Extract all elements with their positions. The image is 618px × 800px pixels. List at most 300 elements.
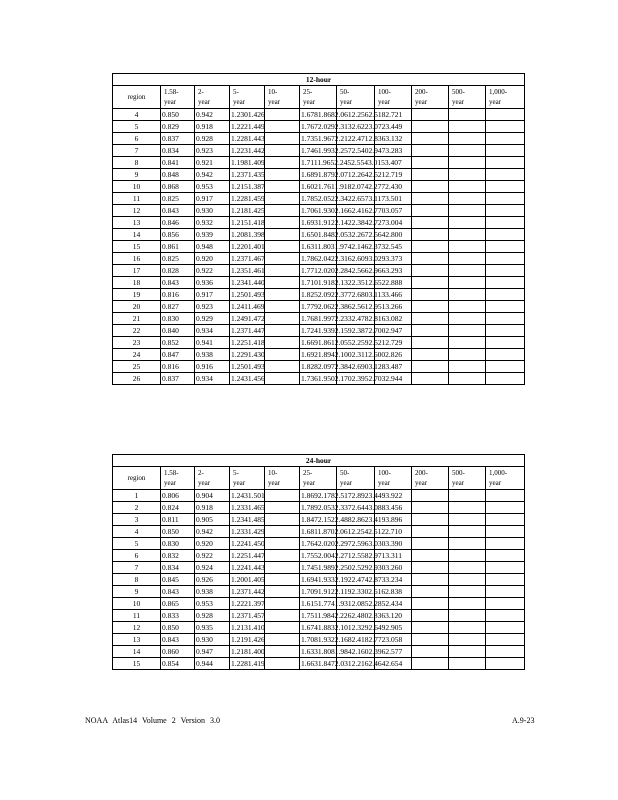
value-cell: 1.2371.447 <box>231 325 265 335</box>
value-cell: 0.947 <box>195 646 230 658</box>
value-cell <box>449 253 486 265</box>
value-cell <box>449 490 486 502</box>
value-cell <box>486 574 525 586</box>
table-row <box>113 217 525 229</box>
region-cell: 4 <box>113 109 161 121</box>
value-cell <box>412 121 449 133</box>
value-cell <box>265 241 300 253</box>
value-cell <box>412 133 449 145</box>
value-cell: 0.852 <box>161 337 195 349</box>
value-cell: 0.860 <box>161 646 195 658</box>
value-cell <box>265 658 300 670</box>
value-cell <box>449 193 486 205</box>
value-cell: 0.828 <box>161 265 195 277</box>
value-cell: 0.848 <box>161 169 195 181</box>
value-cell: 0.843 <box>161 277 195 289</box>
table-row <box>113 502 525 514</box>
value-cell: 1.7552.0042.2712.5582.9713.311 <box>301 550 402 560</box>
region-cell: 2 <box>113 502 161 514</box>
value-cell: 0.923 <box>195 301 230 313</box>
value-cell <box>265 169 300 181</box>
table-row <box>113 241 525 253</box>
region-cell: 8 <box>113 157 161 169</box>
value-cell <box>265 502 300 514</box>
value-cell <box>486 169 525 181</box>
value-cell <box>449 646 486 658</box>
value-cell <box>412 562 449 574</box>
value-cell <box>412 109 449 121</box>
region-cell: 22 <box>113 325 161 337</box>
value-cell: 1.7111.9652.2452.5543.0153.407 <box>301 157 402 167</box>
value-cell: 0.825 <box>161 253 195 265</box>
value-cell: 1.7101.9182.1322.3512.6522.888 <box>301 277 403 287</box>
value-cell <box>486 229 525 241</box>
value-cell: 1.7792.0622.3862.5612.9513.266 <box>301 301 403 311</box>
value-cell: 1.7091.9122.1192.3302.6162.838 <box>301 586 402 596</box>
value-cell: 1.2291.430 <box>231 349 265 359</box>
value-cell: 1.7712.0202.2842.5662.9663.293 <box>301 265 403 275</box>
value-cell: 0.865 <box>161 598 195 610</box>
table-row <box>113 145 525 157</box>
table-row <box>113 610 525 622</box>
value-cell <box>412 361 449 373</box>
value-cell <box>486 586 525 598</box>
value-cell <box>265 229 300 241</box>
value-cell <box>449 502 486 514</box>
header-region: region <box>113 467 161 490</box>
footer-page-number: A.9-23 <box>512 716 535 725</box>
value-cell: 1.7351.9672.2122.4712.8363.132 <box>301 133 403 143</box>
value-cell: 0.837 <box>161 133 195 145</box>
column-header: 5- year <box>230 467 265 490</box>
region-cell: 12 <box>113 205 161 217</box>
value-cell: 0.918 <box>195 121 230 133</box>
value-cell: 1.7511.9842.2262.4802.8363.120 <box>301 610 402 620</box>
table-row <box>113 205 525 217</box>
value-cell: 0.834 <box>161 562 195 574</box>
value-cell: 0.811 <box>161 514 195 526</box>
value-cell <box>486 205 525 217</box>
value-cell <box>486 622 525 634</box>
value-cell <box>486 550 525 562</box>
value-cell: 0.953 <box>195 598 230 610</box>
value-cell: 0.926 <box>195 574 230 586</box>
table-row <box>113 586 525 598</box>
region-cell: 13 <box>113 217 161 229</box>
value-cell <box>449 133 486 145</box>
value-cell <box>449 658 486 670</box>
value-cell <box>412 325 449 337</box>
value-cell: 0.938 <box>195 586 230 598</box>
value-cell <box>412 205 449 217</box>
value-cell <box>449 145 486 157</box>
value-cell <box>449 301 486 313</box>
value-cell: 0.816 <box>161 361 195 373</box>
table-row <box>113 325 525 337</box>
value-cell <box>412 145 449 157</box>
value-cell: 1.2241.443 <box>231 562 265 572</box>
region-cell: 20 <box>113 301 161 313</box>
value-cell: 1.6891.8792.0712.2642.5212.719 <box>301 169 403 179</box>
value-cell <box>449 313 486 325</box>
column-header: 100- year <box>375 86 412 109</box>
value-cell <box>486 562 525 574</box>
value-cell: 1.2131.410 <box>231 622 265 632</box>
region-cell: 6 <box>113 550 161 562</box>
footer-source: NOAA Atlas14 Volume 2 Version 3.0 <box>85 716 221 725</box>
column-header: 1.58- year <box>161 86 195 109</box>
value-cell: 0.938 <box>195 349 230 361</box>
value-cell <box>449 277 486 289</box>
value-cell <box>265 157 300 169</box>
value-cell <box>486 217 525 229</box>
table-row <box>113 622 525 634</box>
value-cell <box>486 538 525 550</box>
value-cell <box>412 157 449 169</box>
table-title: 12-hour <box>113 74 525 86</box>
table-row <box>113 550 525 562</box>
value-cell: 1.7461.9932.2572.5402.9473.283 <box>301 145 403 155</box>
table-title: 24-hour <box>113 455 525 467</box>
value-cell <box>412 277 449 289</box>
value-cell: 1.6741.8832.1012.3292.6492.905 <box>301 622 403 632</box>
value-cell: 0.806 <box>161 490 195 502</box>
region-cell: 9 <box>113 586 161 598</box>
value-cell: 0.850 <box>161 622 195 634</box>
value-cell: 0.942 <box>195 526 230 538</box>
value-cell: 0.829 <box>161 121 195 133</box>
value-cell <box>265 622 300 634</box>
region-cell: 10 <box>113 598 161 610</box>
region-cell: 17 <box>113 265 161 277</box>
value-cell <box>486 610 525 622</box>
column-header: 100- year <box>375 467 412 490</box>
table-row <box>113 646 525 658</box>
value-cell <box>412 265 449 277</box>
value-cell <box>412 514 449 526</box>
value-cell: 1.6021.7611.9182.0742.2772.430 <box>301 181 402 191</box>
value-cell <box>449 514 486 526</box>
value-cell: 1.7081.9322.1682.4182.7723.058 <box>301 634 403 644</box>
value-cell <box>412 337 449 349</box>
table-row <box>113 253 525 265</box>
value-cell: 1.7862.0422.3162.6093.0293.373 <box>301 253 403 263</box>
value-cell: 1.2501.493 <box>231 289 265 299</box>
table-row <box>113 634 525 646</box>
column-header: 25- year <box>300 467 337 490</box>
value-cell <box>412 253 449 265</box>
header-row <box>113 86 525 109</box>
value-cell <box>486 646 525 658</box>
value-cell <box>449 121 486 133</box>
value-cell <box>486 265 525 277</box>
value-cell: 0.934 <box>195 373 230 385</box>
table-24-hour <box>112 454 525 670</box>
table-row <box>113 277 525 289</box>
value-cell: 1.2341.440 <box>231 277 265 287</box>
value-cell <box>412 169 449 181</box>
value-cell <box>486 658 525 670</box>
value-cell <box>412 490 449 502</box>
region-cell: 23 <box>113 337 161 349</box>
value-cell: 1.2301.426 <box>231 109 265 119</box>
value-cell <box>449 229 486 241</box>
table-row <box>113 157 525 169</box>
region-cell: 13 <box>113 634 161 646</box>
value-cell: 1.7852.0522.3422.6573.1173.501 <box>301 193 402 203</box>
value-cell <box>265 562 300 574</box>
value-cell: 0.904 <box>195 490 230 502</box>
value-cell <box>449 205 486 217</box>
table-row <box>113 526 525 538</box>
value-cell: 0.921 <box>195 157 230 169</box>
value-cell <box>449 325 486 337</box>
value-cell <box>412 526 449 538</box>
value-cell <box>449 586 486 598</box>
value-cell <box>486 121 525 133</box>
column-header: 1,000- year <box>486 86 525 109</box>
value-cell <box>265 361 300 373</box>
value-cell: 1.2371.457 <box>231 610 265 620</box>
value-cell: 1.8252.0922.3772.6803.1133.466 <box>301 289 402 299</box>
region-cell: 15 <box>113 658 161 670</box>
table-row <box>113 109 525 121</box>
value-cell: 0.916 <box>195 361 230 373</box>
value-cell <box>412 610 449 622</box>
value-cell <box>265 550 300 562</box>
value-cell <box>265 265 300 277</box>
value-cell <box>449 562 486 574</box>
value-cell <box>486 598 525 610</box>
table-row <box>113 337 525 349</box>
value-cell <box>412 289 449 301</box>
region-cell: 11 <box>113 610 161 622</box>
value-cell: 1.2001.405 <box>231 574 265 584</box>
value-cell <box>265 490 300 502</box>
value-cell: 1.2501.493 <box>231 361 265 371</box>
value-cell: 0.930 <box>195 634 230 646</box>
value-cell <box>486 133 525 145</box>
region-cell: 25 <box>113 361 161 373</box>
value-cell: 1.2371.467 <box>231 253 265 263</box>
column-header: 10- year <box>265 467 300 490</box>
value-cell <box>486 373 525 385</box>
value-cell: 1.7451.9892.2502.5292.9303.260 <box>301 562 403 572</box>
value-cell: 1.6311.8031.9742.1462.3732.545 <box>301 241 402 251</box>
value-cell <box>486 157 525 169</box>
value-cell <box>486 313 525 325</box>
table-row <box>113 373 525 385</box>
column-header: 50- year <box>337 467 375 490</box>
column-header: 500- year <box>449 86 486 109</box>
value-cell <box>265 598 300 610</box>
column-header: 2- year <box>195 467 230 490</box>
value-cell: 0.936 <box>195 277 230 289</box>
value-cell: 0.841 <box>161 157 195 169</box>
value-cell: 1.6931.9122.1422.3842.7273.004 <box>301 217 403 227</box>
value-cell <box>449 373 486 385</box>
value-cell <box>449 634 486 646</box>
table-row <box>113 562 525 574</box>
value-cell: 0.948 <box>195 241 230 253</box>
value-cell <box>412 538 449 550</box>
value-cell <box>486 241 525 253</box>
column-header: 200- year <box>412 86 449 109</box>
value-cell: 1.7642.0202.2972.5963.0303.390 <box>301 538 403 548</box>
value-cell: 1.2351.461 <box>231 265 265 275</box>
table-row <box>113 313 525 325</box>
region-cell: 14 <box>113 646 161 658</box>
value-cell <box>449 574 486 586</box>
region-cell: 6 <box>113 133 161 145</box>
value-cell <box>265 574 300 586</box>
value-cell: 1.2371.435 <box>231 169 265 179</box>
value-cell <box>265 313 300 325</box>
value-cell: 1.2331.429 <box>231 526 265 536</box>
value-cell: 0.847 <box>161 349 195 361</box>
table-row <box>113 658 525 670</box>
value-cell <box>486 145 525 157</box>
value-cell <box>412 241 449 253</box>
value-cell <box>412 634 449 646</box>
table-row <box>113 229 525 241</box>
value-cell <box>265 337 300 349</box>
value-cell: 0.923 <box>195 145 230 157</box>
value-cell <box>486 337 525 349</box>
value-cell <box>449 610 486 622</box>
value-cell <box>486 361 525 373</box>
value-cell <box>412 574 449 586</box>
region-cell: 9 <box>113 169 161 181</box>
value-cell <box>265 277 300 289</box>
region-cell: 26 <box>113 373 161 385</box>
column-header: 500- year <box>449 467 486 490</box>
value-cell <box>486 193 525 205</box>
value-cell <box>449 265 486 277</box>
value-cell: 0.833 <box>161 610 195 622</box>
value-cell <box>265 610 300 622</box>
value-cell <box>265 373 300 385</box>
region-cell: 5 <box>113 538 161 550</box>
value-cell <box>265 145 300 157</box>
value-cell <box>486 109 525 121</box>
region-cell: 12 <box>113 622 161 634</box>
table-row <box>113 181 525 193</box>
table-row <box>113 598 525 610</box>
value-cell: 0.832 <box>161 550 195 562</box>
value-cell <box>486 526 525 538</box>
value-cell <box>486 289 525 301</box>
value-cell <box>412 586 449 598</box>
value-cell: 1.7681.9972.2332.4782.8163.082 <box>301 313 403 323</box>
value-cell: 1.2081.398 <box>231 229 265 239</box>
value-cell <box>265 181 300 193</box>
value-cell: 0.905 <box>195 514 230 526</box>
value-cell: 1.2341.485 <box>231 514 265 524</box>
header-row <box>113 467 525 490</box>
value-cell: 1.6781.8682.0612.2562.5182.721 <box>301 109 403 119</box>
value-cell: 1.2221.449 <box>231 121 265 131</box>
value-cell <box>412 181 449 193</box>
value-cell <box>412 598 449 610</box>
value-cell: 1.7672.0292.3132.6223.0723.449 <box>301 121 403 131</box>
value-cell: 0.837 <box>161 373 195 385</box>
value-cell <box>486 277 525 289</box>
value-cell <box>412 349 449 361</box>
value-cell: 0.922 <box>195 550 230 562</box>
value-cell <box>486 634 525 646</box>
value-cell: 1.7241.9392.1592.3872.7002.947 <box>301 325 403 335</box>
value-cell <box>412 646 449 658</box>
region-cell: 4 <box>113 526 161 538</box>
value-cell: 1.6151.7741.9312.0852.2852.434 <box>301 598 403 608</box>
value-cell: 1.2231.442 <box>231 145 265 155</box>
value-cell: 0.917 <box>195 289 230 301</box>
region-cell: 3 <box>113 514 161 526</box>
value-cell <box>449 289 486 301</box>
value-cell: 0.850 <box>161 526 195 538</box>
table-row <box>113 514 525 526</box>
value-cell: 0.840 <box>161 325 195 337</box>
value-cell: 0.843 <box>161 634 195 646</box>
value-cell: 1.8692.1782.5172.8923.4493.922 <box>301 490 403 500</box>
table-row <box>113 538 525 550</box>
value-cell: 1.7361.9502.1702.3952.7032.944 <box>301 373 403 383</box>
value-cell: 0.934 <box>195 325 230 337</box>
table-row <box>113 349 525 361</box>
value-cell <box>412 373 449 385</box>
value-cell <box>265 526 300 538</box>
region-cell: 8 <box>113 574 161 586</box>
value-cell: 0.920 <box>195 538 230 550</box>
value-cell <box>449 241 486 253</box>
value-cell <box>265 133 300 145</box>
region-cell: 10 <box>113 181 161 193</box>
value-cell: 1.2281.443 <box>231 133 265 143</box>
value-cell <box>265 301 300 313</box>
value-cell <box>449 217 486 229</box>
column-header: 50- year <box>337 86 375 109</box>
value-cell <box>486 181 525 193</box>
value-cell <box>265 634 300 646</box>
value-cell <box>412 502 449 514</box>
column-header: 200- year <box>412 467 449 490</box>
column-header: 1,000- year <box>486 467 525 490</box>
value-cell: 1.6691.8612.0552.2592.5212.729 <box>301 337 403 347</box>
region-cell: 24 <box>113 349 161 361</box>
value-cell: 0.929 <box>195 313 230 325</box>
value-cell: 0.846 <box>161 217 195 229</box>
header-region: region <box>113 86 161 109</box>
value-cell: 0.845 <box>161 574 195 586</box>
value-cell: 0.843 <box>161 205 195 217</box>
value-cell <box>449 550 486 562</box>
value-cell <box>449 109 486 121</box>
value-cell: 1.1981.409 <box>231 157 265 167</box>
value-cell: 1.2151.418 <box>231 217 265 227</box>
table-row <box>113 289 525 301</box>
region-cell: 15 <box>113 241 161 253</box>
value-cell: 1.2491.472 <box>231 313 265 323</box>
value-cell: 0.850 <box>161 109 195 121</box>
value-cell: 0.918 <box>195 502 230 514</box>
table-row <box>113 361 525 373</box>
value-cell: 1.2251.418 <box>231 337 265 347</box>
table-row <box>113 301 525 313</box>
value-cell: 1.2251.447 <box>231 550 265 560</box>
value-cell <box>412 550 449 562</box>
value-cell: 1.6331.8081.9842.1602.3962.577 <box>301 646 403 656</box>
